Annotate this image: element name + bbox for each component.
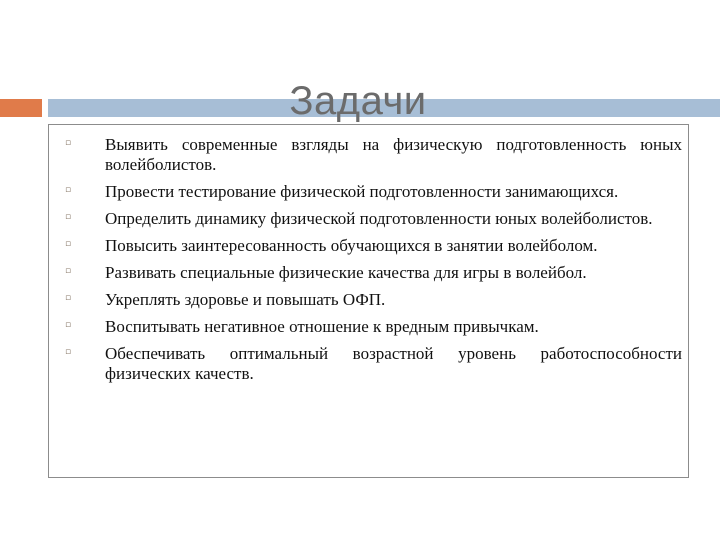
bullet-icon: ▫ (65, 293, 72, 303)
bullet-icon: ▫ (65, 320, 72, 330)
task-text: Воспитывать негативное отношение к вредным привычкам. (105, 317, 539, 336)
bullet-icon: ▫ (65, 266, 72, 276)
bullet-icon: ▫ (65, 212, 72, 222)
task-text: Укреплять здоровье и повышать ОФП. (105, 290, 386, 309)
task-item (65, 182, 682, 202)
task-text: Развивать специальные физические качества для игры в волейбол. (105, 263, 587, 282)
task-item (65, 290, 682, 310)
bullet-icon: ▫ (65, 185, 72, 195)
slide-title (0, 76, 720, 126)
task-item (65, 135, 682, 175)
task-text: Определить динамику физической подготовленности юных волейболистов. (105, 209, 653, 228)
bullet-icon: ▫ (65, 347, 72, 357)
task-item (65, 344, 682, 384)
tasks-box (48, 124, 689, 478)
slide-title-text: Задачи (289, 79, 427, 123)
task-text: Обеспечивать оптимальный возрастной уровень работоспособности физических качеств. (105, 344, 682, 383)
task-text: Выявить современные взгляды на физическую подготовленность юных волейболистов. (105, 135, 682, 174)
bullet-icon: ▫ (65, 138, 72, 148)
task-item (65, 236, 682, 256)
task-text: Провести тестирование физической подготовленности занимающихся. (105, 182, 619, 201)
bullet-icon: ▫ (65, 239, 72, 249)
task-item (65, 263, 682, 283)
task-list (49, 125, 688, 384)
task-text: Повысить заинтересованность обучающихся в занятии волейболом. (105, 236, 598, 255)
task-item (65, 209, 682, 229)
task-item (65, 317, 682, 337)
